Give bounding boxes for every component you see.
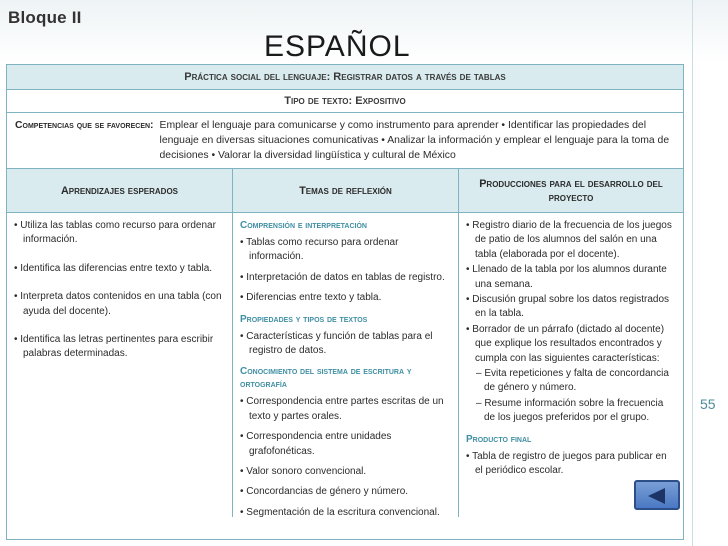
list-item: • Diferencias entre texto y tabla. [240, 292, 382, 304]
producciones-body [459, 213, 683, 486]
list-item: • Identifica las letras pertinentes para escribir palabras determinadas. [14, 334, 214, 360]
curriculum-table [6, 64, 684, 540]
producto-final-subheading: Producto final [466, 433, 532, 445]
list-item: • Discusión grupal sobre los datos registrados en la tabla. [466, 294, 670, 320]
aprendizajes-header: Aprendizajes esperados [7, 169, 232, 213]
slide-title: ESPAÑOL [264, 30, 411, 63]
back-button[interactable] [634, 480, 680, 510]
list-item: • Correspondencia entre unidades grafofonéticas. [240, 431, 392, 457]
list-item: • Concordancias de género y número. [240, 486, 409, 498]
page-number: 55 [700, 396, 716, 412]
competencias-row [7, 113, 683, 169]
back-triangle-icon [642, 486, 672, 506]
list-item: • Segmentación de la escritura convencional. [240, 506, 440, 518]
margin-line [692, 0, 693, 546]
columns-grid [7, 169, 683, 517]
bloque-label: Bloque II [8, 8, 82, 27]
list-subitem: – Evita repeticiones y falta de concordancia de género y número. [476, 368, 669, 394]
producciones-column [459, 169, 683, 517]
list-item: • Tablas como recurso para ordenar información. [240, 237, 399, 263]
list-item: • Borrador de un párrafo (dictado al docente) que explique los resultados encontrados y cumpla con las siguientes características: [466, 323, 665, 364]
list-item: • Características y función de tablas para el registro de datos. [240, 330, 433, 357]
list-item: • Interpreta datos contenidos en una tabla (con ayuda del docente). [14, 291, 222, 317]
temas-column [233, 169, 459, 517]
list-item: • Llenado de la tabla por los alumnos durante una semana. [466, 264, 667, 290]
text-type-band: Tipo de texto: Expositivo [7, 90, 683, 113]
list-item: • Identifica las diferencias entre texto y tabla. [14, 262, 213, 274]
list-item: • Tabla de registro de juegos para publicar en el periódico escolar. [466, 450, 667, 477]
list-item: • Interpretación de datos en tablas de registro. [240, 271, 445, 283]
list-item: • Registro diario de la frecuencia de los juegos de patio de los alumnos del salón en una tabla (elaborada por el docente). [466, 220, 672, 260]
aprendizajes-column [7, 169, 233, 517]
temas-header: Temas de reflexión [233, 169, 458, 213]
list-item: • Valor sonoro convencional. [240, 466, 367, 478]
list-subitem: – Resume información sobre la frecuencia de los juegos preferidos por el grupo. [476, 397, 664, 424]
temas-body [233, 213, 458, 532]
aprendizajes-body [7, 213, 232, 382]
propiedades-subheading: Propiedades y tipos de textos [240, 313, 368, 325]
practice-band: Práctica social del lenguaje: Registrar datos a través de tablas [7, 65, 683, 90]
conocimiento-subheading: Conocimiento del sistema de escritura y ortografía [240, 366, 412, 391]
competencias-label: Competencias que se favorecen: [15, 120, 154, 131]
comprension-subheading: Comprensión e interpretación [240, 220, 367, 231]
producciones-header: Producciones para el desarrollo del proyecto [459, 169, 683, 213]
list-item: • Correspondencia entre partes escritas de un texto y partes orales. [240, 396, 444, 422]
list-item: • Utiliza las tablas como recurso para ordenar información. [14, 220, 216, 246]
competencias-text: Emplear el lenguaje para comunicarse y como instrumento para aprender • Identificar las propiedades del lenguaje en diversas situaciones comunicativas • Analizar la información y emplear el lenguaje para la toma de decisiones • Valorar la diversidad lingüística y cultural de México [159, 120, 670, 161]
